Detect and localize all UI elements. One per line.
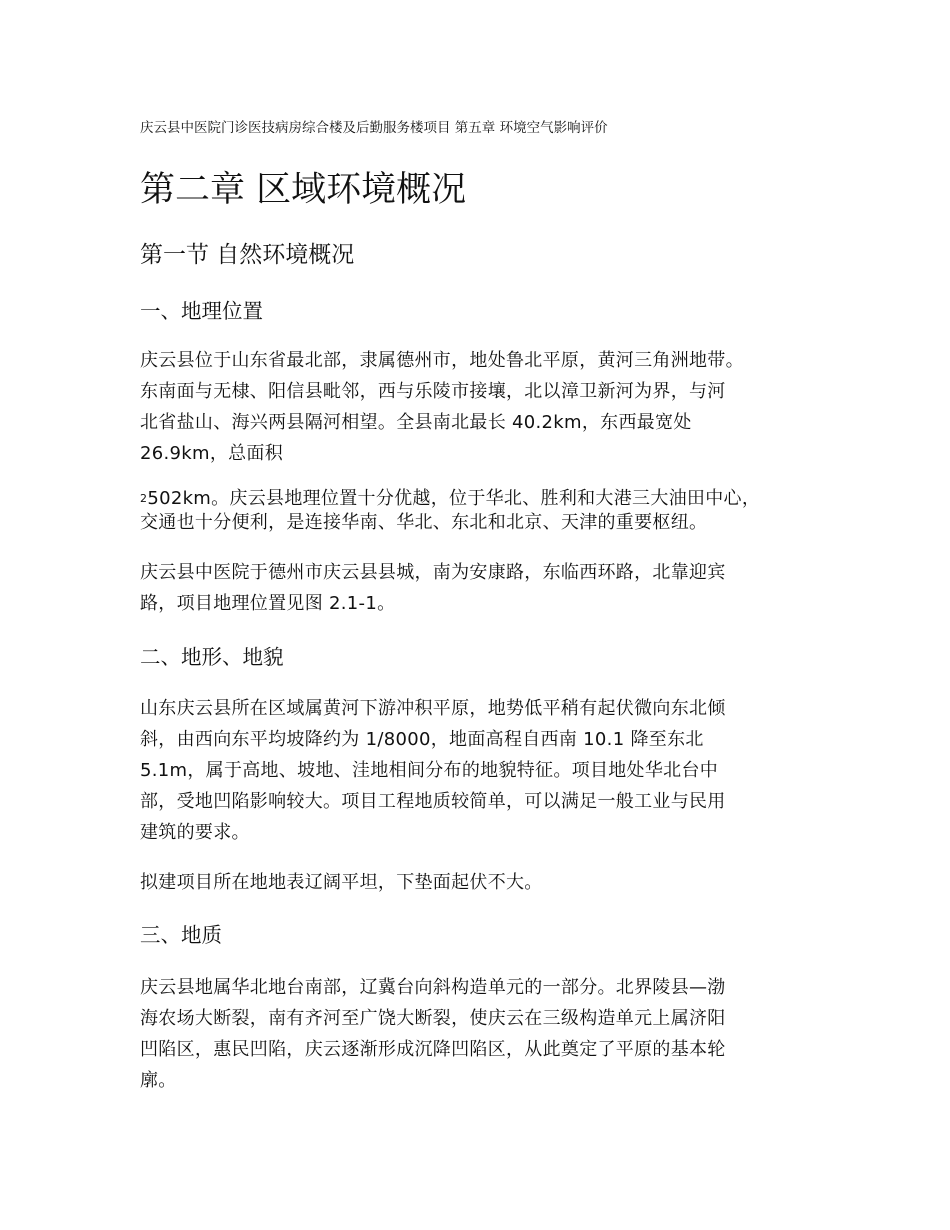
- superscript-text: 2: [140, 492, 148, 505]
- text-line: 庆云县地属华北地台南部，辽冀台向斜构造单元的一部分。北界陵县—渤: [140, 977, 726, 998]
- paragraph-location-1: [140, 345, 830, 469]
- text-line: 海农场大断裂，南有齐河至广饶大断裂，使庆云在三级构造单元上属济阳: [140, 1008, 726, 1029]
- paragraph-geology-1: [140, 972, 830, 1096]
- text-line: 斜，由西向东平均坡降约为 1/8000，地面高程自西南 10.1 降至东北: [140, 729, 704, 750]
- paragraph-location-3: [140, 557, 830, 619]
- subsection-title-geology: 三、地质: [140, 923, 222, 947]
- text-line: 廓。: [140, 1070, 177, 1091]
- text-line: 建筑的要求。: [140, 822, 250, 843]
- text-line: 北省盐山、海兴两县隔河相望。全县南北最长 40.2km，东西最宽处: [140, 412, 692, 433]
- chapter-title: 第二章 区域环境概况: [140, 170, 467, 210]
- paragraph-terrain-1: [140, 693, 830, 848]
- subsection-title-terrain: 二、地形、地貌: [140, 645, 284, 669]
- text-line: 凹陷区，惠民凹陷，庆云逐渐形成沉降凹陷区，从此奠定了平原的基本轮: [140, 1039, 726, 1060]
- text-line: 拟建项目所在地地表辽阔平坦，下垫面起伏不大。: [140, 872, 543, 893]
- text-line: 东南面与无棣、阳信县毗邻，西与乐陵市接壤，北以漳卫新河为界，与河: [140, 381, 726, 402]
- text-line: 庆云县中医院于德州市庆云县县城，南为安康路，东临西环路，北靠迎宾: [140, 562, 726, 583]
- text-line: [140, 487, 830, 511]
- text-line: 部，受地凹陷影响较大。项目工程地质较简单，可以满足一般工业与民用: [140, 791, 726, 812]
- running-header: 庆云县中医院门诊医技病房综合楼及后勤服务楼项目 第五章 环境空气影响评价: [140, 120, 608, 136]
- text-line: 庆云县位于山东省最北部，隶属德州市，地处鲁北平原，黄河三角洲地带。: [140, 350, 744, 371]
- text-line: 路，项目地理位置见图 2.1-1。: [140, 593, 396, 614]
- section-title: 第一节 自然环境概况: [140, 242, 355, 268]
- text-line: 交通也十分便利，是连接华南、华北、东北和北京、天津的重要枢纽。: [140, 512, 708, 533]
- text-span: 502km。庆云县地理位置十分优越，位于华北、胜利和大港三大油田中心，: [147, 488, 761, 509]
- text-line: 5.1m，属于高地、坡地、洼地相间分布的地貌特征。项目地处华北台中: [140, 760, 719, 781]
- subsection-title-location: 一、地理位置: [140, 299, 263, 323]
- text-line: 26.9km，总面积: [140, 443, 284, 464]
- paragraph-location-2: [140, 487, 830, 535]
- text-line: 山东庆云县所在区域属黄河下游冲积平原，地势低平稍有起伏微向东北倾: [140, 698, 726, 719]
- paragraph-terrain-2: [140, 867, 830, 898]
